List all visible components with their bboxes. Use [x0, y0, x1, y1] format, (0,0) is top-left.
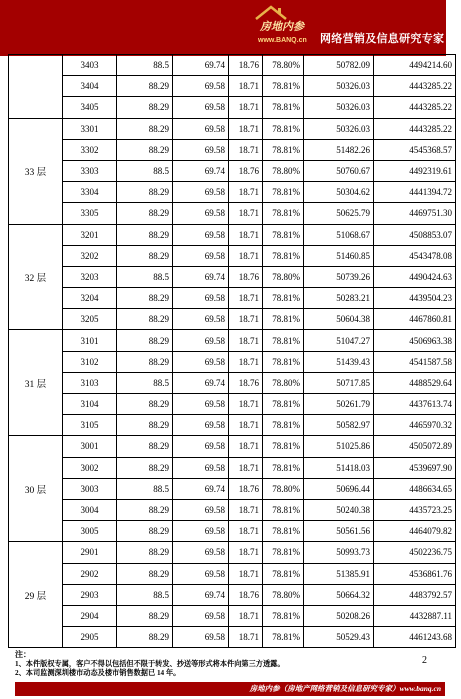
- shared-area-cell: 18.71: [229, 139, 263, 160]
- usage-rate-cell: 78.81%: [263, 118, 304, 139]
- unit-number-cell: 3105: [63, 415, 117, 436]
- total-price-cell: 4508853.07: [374, 224, 456, 245]
- total-price-cell: 4494214.60: [374, 55, 456, 76]
- table-row: [9, 55, 456, 76]
- usage-rate-cell: 78.81%: [263, 415, 304, 436]
- built-area-cell: 88.29: [117, 330, 173, 351]
- shared-area-cell: 18.71: [229, 394, 263, 415]
- usage-rate-cell: 78.81%: [263, 627, 304, 648]
- floor-label-cell: 33 层: [9, 118, 63, 224]
- total-price-cell: 4441394.72: [374, 182, 456, 203]
- inner-area-cell: 69.58: [173, 542, 229, 563]
- unit-price-cell: 50261.79: [304, 394, 374, 415]
- inner-area-cell: 69.58: [173, 203, 229, 224]
- total-price-cell: 4486634.65: [374, 478, 456, 499]
- table-row: [9, 76, 456, 97]
- total-price-cell: 4506963.38: [374, 330, 456, 351]
- table-row: [9, 118, 456, 139]
- built-area-cell: 88.29: [117, 118, 173, 139]
- unit-price-table: [8, 54, 456, 648]
- notes-title: 注：: [15, 650, 31, 659]
- usage-rate-cell: 78.81%: [263, 436, 304, 457]
- table-row: [9, 499, 456, 520]
- inner-area-cell: 69.58: [173, 224, 229, 245]
- usage-rate-cell: 78.81%: [263, 288, 304, 309]
- built-area-cell: 88.5: [117, 478, 173, 499]
- unit-number-cell: 3304: [63, 182, 117, 203]
- table-row: [9, 139, 456, 160]
- total-price-cell: 4443285.22: [374, 97, 456, 118]
- total-price-cell: 4469751.30: [374, 203, 456, 224]
- unit-number-cell: 3003: [63, 478, 117, 499]
- shared-area-cell: 18.76: [229, 584, 263, 605]
- usage-rate-cell: 78.81%: [263, 542, 304, 563]
- inner-area-cell: 69.58: [173, 139, 229, 160]
- shared-area-cell: 18.71: [229, 330, 263, 351]
- total-price-cell: 4439504.23: [374, 288, 456, 309]
- built-area-cell: 88.29: [117, 627, 173, 648]
- unit-price-cell: 50283.21: [304, 288, 374, 309]
- built-area-cell: 88.29: [117, 394, 173, 415]
- usage-rate-cell: 78.81%: [263, 97, 304, 118]
- unit-number-cell: 3403: [63, 55, 117, 76]
- built-area-cell: 88.29: [117, 76, 173, 97]
- inner-area-cell: 69.74: [173, 478, 229, 499]
- inner-area-cell: 69.74: [173, 584, 229, 605]
- unit-number-cell: 3204: [63, 288, 117, 309]
- table-row: [9, 309, 456, 330]
- total-price-cell: 4539697.90: [374, 457, 456, 478]
- table-row: [9, 605, 456, 626]
- table-row: [9, 203, 456, 224]
- shared-area-cell: 18.71: [229, 521, 263, 542]
- inner-area-cell: 69.58: [173, 436, 229, 457]
- unit-price-cell: 50326.03: [304, 97, 374, 118]
- note-item: 2、本司监测深圳楼市动态及楼市销售数据已 14 年。: [15, 669, 181, 677]
- built-area-cell: 88.29: [117, 542, 173, 563]
- inner-area-cell: 69.58: [173, 499, 229, 520]
- unit-price-cell: 50529.43: [304, 627, 374, 648]
- unit-price-cell: 50208.26: [304, 605, 374, 626]
- usage-rate-cell: 78.81%: [263, 563, 304, 584]
- table-row: [9, 182, 456, 203]
- unit-price-cell: 50561.56: [304, 521, 374, 542]
- usage-rate-cell: 78.80%: [263, 55, 304, 76]
- unit-price-cell: 50582.97: [304, 415, 374, 436]
- built-area-cell: 88.5: [117, 160, 173, 181]
- built-area-cell: 88.29: [117, 351, 173, 372]
- unit-price-cell: 51439.43: [304, 351, 374, 372]
- built-area-cell: 88.29: [117, 499, 173, 520]
- unit-number-cell: 3202: [63, 245, 117, 266]
- unit-price-cell: 50696.44: [304, 478, 374, 499]
- unit-price-cell: 50240.38: [304, 499, 374, 520]
- unit-number-cell: 2903: [63, 584, 117, 605]
- built-area-cell: 88.5: [117, 584, 173, 605]
- built-area-cell: 88.29: [117, 457, 173, 478]
- inner-area-cell: 69.74: [173, 55, 229, 76]
- unit-number-cell: 3001: [63, 436, 117, 457]
- total-price-cell: 4437613.74: [374, 394, 456, 415]
- shared-area-cell: 18.71: [229, 224, 263, 245]
- table-row: [9, 394, 456, 415]
- footer-bar: 房地内参（房地产网络营销及信息研究专家）www.banq.cn: [15, 682, 445, 696]
- unit-number-cell: 3002: [63, 457, 117, 478]
- shared-area-cell: 18.71: [229, 76, 263, 97]
- inner-area-cell: 69.58: [173, 457, 229, 478]
- unit-number-cell: 3205: [63, 309, 117, 330]
- table-row: [9, 245, 456, 266]
- inner-area-cell: 69.58: [173, 76, 229, 97]
- usage-rate-cell: 78.81%: [263, 457, 304, 478]
- total-price-cell: 4461243.68: [374, 627, 456, 648]
- inner-area-cell: 69.58: [173, 118, 229, 139]
- unit-number-cell: 2904: [63, 605, 117, 626]
- usage-rate-cell: 78.80%: [263, 266, 304, 287]
- usage-rate-cell: 78.81%: [263, 245, 304, 266]
- total-price-cell: 4432887.11: [374, 605, 456, 626]
- unit-number-cell: 3101: [63, 330, 117, 351]
- floor-label-cell: [9, 55, 63, 119]
- total-price-cell: 4467860.81: [374, 309, 456, 330]
- table-row: [9, 563, 456, 584]
- built-area-cell: 88.29: [117, 203, 173, 224]
- built-area-cell: 88.29: [117, 182, 173, 203]
- built-area-cell: 88.5: [117, 372, 173, 393]
- usage-rate-cell: 78.81%: [263, 76, 304, 97]
- unit-price-cell: 50760.67: [304, 160, 374, 181]
- inner-area-cell: 69.58: [173, 182, 229, 203]
- usage-rate-cell: 78.81%: [263, 605, 304, 626]
- shared-area-cell: 18.71: [229, 627, 263, 648]
- inner-area-cell: 69.58: [173, 627, 229, 648]
- inner-area-cell: 69.74: [173, 372, 229, 393]
- unit-price-cell: 50625.79: [304, 203, 374, 224]
- table-row: [9, 436, 456, 457]
- floor-label-cell: 31 层: [9, 330, 63, 436]
- unit-price-cell: 51482.26: [304, 139, 374, 160]
- unit-number-cell: 3301: [63, 118, 117, 139]
- inner-area-cell: 69.58: [173, 394, 229, 415]
- inner-area-cell: 69.58: [173, 521, 229, 542]
- total-price-cell: 4490424.63: [374, 266, 456, 287]
- unit-number-cell: 3405: [63, 97, 117, 118]
- unit-number-cell: 3102: [63, 351, 117, 372]
- unit-price-cell: 51418.03: [304, 457, 374, 478]
- unit-number-cell: 3004: [63, 499, 117, 520]
- inner-area-cell: 69.58: [173, 309, 229, 330]
- usage-rate-cell: 78.80%: [263, 372, 304, 393]
- shared-area-cell: 18.71: [229, 309, 263, 330]
- unit-number-cell: 3303: [63, 160, 117, 181]
- built-area-cell: 88.5: [117, 266, 173, 287]
- inner-area-cell: 69.58: [173, 245, 229, 266]
- unit-number-cell: 3203: [63, 266, 117, 287]
- shared-area-cell: 18.71: [229, 542, 263, 563]
- table-row: [9, 584, 456, 605]
- unit-number-cell: 3104: [63, 394, 117, 415]
- shared-area-cell: 18.76: [229, 160, 263, 181]
- built-area-cell: 88.29: [117, 436, 173, 457]
- notes-section: [15, 650, 411, 679]
- table-row: [9, 372, 456, 393]
- total-price-cell: 4545368.57: [374, 139, 456, 160]
- unit-price-cell: 50326.03: [304, 118, 374, 139]
- shared-area-cell: 18.71: [229, 457, 263, 478]
- unit-price-cell: 50782.09: [304, 55, 374, 76]
- floor-label-cell: 30 层: [9, 436, 63, 542]
- shared-area-cell: 18.71: [229, 97, 263, 118]
- unit-price-cell: 50304.62: [304, 182, 374, 203]
- unit-price-cell: 50604.38: [304, 309, 374, 330]
- table-row: [9, 160, 456, 181]
- shared-area-cell: 18.71: [229, 118, 263, 139]
- built-area-cell: 88.29: [117, 521, 173, 542]
- usage-rate-cell: 78.81%: [263, 224, 304, 245]
- total-price-cell: 4505072.89: [374, 436, 456, 457]
- usage-rate-cell: 78.80%: [263, 584, 304, 605]
- usage-rate-cell: 78.81%: [263, 351, 304, 372]
- unit-number-cell: 3302: [63, 139, 117, 160]
- table-row: [9, 457, 456, 478]
- unit-number-cell: 2901: [63, 542, 117, 563]
- shared-area-cell: 18.71: [229, 563, 263, 584]
- inner-area-cell: 69.58: [173, 330, 229, 351]
- shared-area-cell: 18.71: [229, 245, 263, 266]
- built-area-cell: 88.5: [117, 55, 173, 76]
- table-row: [9, 288, 456, 309]
- unit-price-cell: 50664.32: [304, 584, 374, 605]
- floor-label-cell: 29 层: [9, 542, 63, 648]
- unit-number-cell: 3201: [63, 224, 117, 245]
- unit-price-cell: 50739.26: [304, 266, 374, 287]
- total-price-cell: 4492319.61: [374, 160, 456, 181]
- table-row: [9, 266, 456, 287]
- total-price-cell: 4443285.22: [374, 76, 456, 97]
- built-area-cell: 88.29: [117, 415, 173, 436]
- usage-rate-cell: 78.81%: [263, 330, 304, 351]
- unit-price-cell: 51385.91: [304, 563, 374, 584]
- total-price-cell: 4435723.25: [374, 499, 456, 520]
- built-area-cell: 88.29: [117, 288, 173, 309]
- table-row: [9, 627, 456, 648]
- usage-rate-cell: 78.81%: [263, 309, 304, 330]
- total-price-cell: 4488529.64: [374, 372, 456, 393]
- unit-number-cell: 3404: [63, 76, 117, 97]
- unit-number-cell: 3005: [63, 521, 117, 542]
- total-price-cell: 4464079.82: [374, 521, 456, 542]
- unit-price-cell: 51068.67: [304, 224, 374, 245]
- table-row: [9, 415, 456, 436]
- inner-area-cell: 69.58: [173, 288, 229, 309]
- brand-logo: [240, 9, 318, 51]
- table-row: [9, 521, 456, 542]
- total-price-cell: 4543478.08: [374, 245, 456, 266]
- page-number: 2: [422, 655, 427, 666]
- built-area-cell: 88.29: [117, 605, 173, 626]
- shared-area-cell: 18.71: [229, 499, 263, 520]
- shared-area-cell: 18.71: [229, 182, 263, 203]
- inner-area-cell: 69.74: [173, 266, 229, 287]
- built-area-cell: 88.29: [117, 309, 173, 330]
- banner-title: 网络营销及信息研究专家: [320, 33, 445, 45]
- built-area-cell: 88.29: [117, 245, 173, 266]
- total-price-cell: 4443285.22: [374, 118, 456, 139]
- table-row: [9, 330, 456, 351]
- table-row: [9, 542, 456, 563]
- unit-number-cell: 2905: [63, 627, 117, 648]
- total-price-cell: 4502236.75: [374, 542, 456, 563]
- shared-area-cell: 18.71: [229, 351, 263, 372]
- shared-area-cell: 18.71: [229, 436, 263, 457]
- table-row: [9, 97, 456, 118]
- shared-area-cell: 18.76: [229, 372, 263, 393]
- built-area-cell: 88.29: [117, 139, 173, 160]
- usage-rate-cell: 78.81%: [263, 139, 304, 160]
- unit-price-cell: 51025.86: [304, 436, 374, 457]
- usage-rate-cell: 78.80%: [263, 478, 304, 499]
- usage-rate-cell: 78.80%: [263, 160, 304, 181]
- usage-rate-cell: 78.81%: [263, 521, 304, 542]
- built-area-cell: 88.29: [117, 97, 173, 118]
- shared-area-cell: 18.76: [229, 55, 263, 76]
- table-row: [9, 351, 456, 372]
- usage-rate-cell: 78.81%: [263, 182, 304, 203]
- unit-price-cell: 51460.85: [304, 245, 374, 266]
- shared-area-cell: 18.71: [229, 203, 263, 224]
- built-area-cell: 88.29: [117, 563, 173, 584]
- unit-price-cell: 50993.73: [304, 542, 374, 563]
- logo-url: www.BANQ.cn: [258, 37, 307, 44]
- inner-area-cell: 69.58: [173, 351, 229, 372]
- table-row: [9, 224, 456, 245]
- shared-area-cell: 18.71: [229, 288, 263, 309]
- total-price-cell: 4465970.32: [374, 415, 456, 436]
- usage-rate-cell: 78.81%: [263, 499, 304, 520]
- inner-area-cell: 69.58: [173, 97, 229, 118]
- unit-number-cell: 2902: [63, 563, 117, 584]
- unit-number-cell: 3103: [63, 372, 117, 393]
- inner-area-cell: 69.58: [173, 415, 229, 436]
- inner-area-cell: 69.58: [173, 563, 229, 584]
- total-price-cell: 4536861.76: [374, 563, 456, 584]
- shared-area-cell: 18.76: [229, 478, 263, 499]
- floor-label-cell: 32 层: [9, 224, 63, 330]
- total-price-cell: 4541587.58: [374, 351, 456, 372]
- table-row: [9, 478, 456, 499]
- unit-price-cell: 51047.27: [304, 330, 374, 351]
- note-item: 1、本件版权专属，客户不得以包括但不限于转发、抄送等形式将本件向第三方透露。: [15, 659, 285, 668]
- usage-rate-cell: 78.81%: [263, 394, 304, 415]
- shared-area-cell: 18.76: [229, 266, 263, 287]
- total-price-cell: 4483792.57: [374, 584, 456, 605]
- logo-text: 房地内参: [260, 21, 304, 33]
- unit-price-cell: 50326.03: [304, 76, 374, 97]
- unit-number-cell: 3305: [63, 203, 117, 224]
- built-area-cell: 88.29: [117, 224, 173, 245]
- shared-area-cell: 18.71: [229, 605, 263, 626]
- inner-area-cell: 69.74: [173, 160, 229, 181]
- shared-area-cell: 18.71: [229, 415, 263, 436]
- unit-price-cell: 50717.85: [304, 372, 374, 393]
- header-banner: [0, 0, 446, 56]
- usage-rate-cell: 78.81%: [263, 203, 304, 224]
- inner-area-cell: 69.58: [173, 605, 229, 626]
